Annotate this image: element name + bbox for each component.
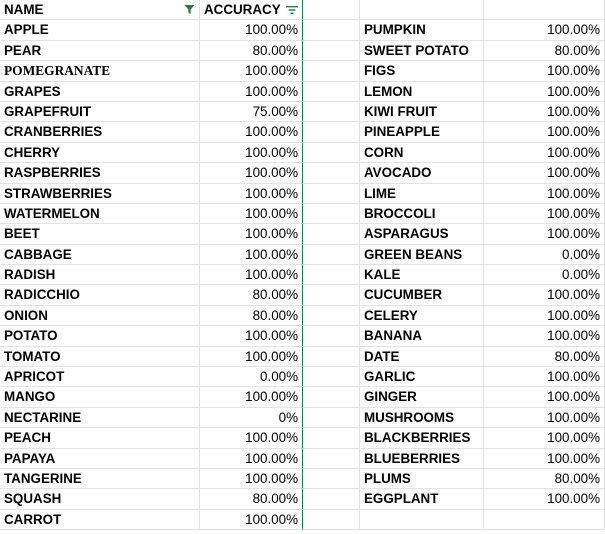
left-accuracy-cell[interactable]: 100.00% (200, 449, 303, 469)
empty-cell[interactable] (303, 204, 360, 224)
empty-cell[interactable] (303, 510, 360, 530)
right-accuracy-cell[interactable]: 100.00% (484, 184, 605, 204)
empty-cell[interactable] (303, 41, 360, 61)
right-name-cell[interactable]: DATE (360, 347, 484, 367)
right-name-cell[interactable] (360, 510, 484, 530)
left-name-cell[interactable]: APPLE (0, 20, 200, 40)
right-accuracy-cell[interactable]: 100.00% (484, 82, 605, 102)
left-accuracy-cell[interactable]: 100.00% (200, 61, 303, 81)
right-name-cell[interactable]: PLUMS (360, 469, 484, 489)
left-name-cell[interactable]: POTATO (0, 326, 200, 346)
empty-cell[interactable] (303, 61, 360, 81)
right-accuracy-cell[interactable]: 100.00% (484, 408, 605, 428)
empty-cell[interactable] (303, 143, 360, 163)
right-name-cell[interactable]: BLUEBERRIES (360, 449, 484, 469)
left-name-cell[interactable]: POMEGRANATE (0, 61, 200, 81)
left-name-cell[interactable]: MANGO (0, 387, 200, 407)
empty-cell[interactable] (484, 0, 605, 20)
empty-cell[interactable] (303, 163, 360, 183)
right-accuracy-cell[interactable]: 100.00% (484, 61, 605, 81)
left-accuracy-cell[interactable]: 100.00% (200, 204, 303, 224)
right-name-cell[interactable]: GINGER (360, 387, 484, 407)
left-accuracy-cell[interactable]: 100.00% (200, 387, 303, 407)
empty-cell[interactable] (303, 326, 360, 346)
left-accuracy-cell[interactable]: 100.00% (200, 20, 303, 40)
left-name-cell[interactable]: SQUASH (0, 489, 200, 509)
left-accuracy-cell[interactable]: 100.00% (200, 82, 303, 102)
left-accuracy-cell[interactable]: 100.00% (200, 224, 303, 244)
right-name-cell[interactable]: CELERY (360, 306, 484, 326)
right-accuracy-cell[interactable]: 80.00% (484, 469, 605, 489)
left-name-cell[interactable]: RADICCHIO (0, 285, 200, 305)
left-name-cell[interactable]: TANGERINE (0, 469, 200, 489)
left-name-cell[interactable]: RADISH (0, 265, 200, 285)
right-name-cell[interactable]: LIME (360, 184, 484, 204)
left-accuracy-cell[interactable]: 100.00% (200, 428, 303, 448)
left-accuracy-cell[interactable]: 100.00% (200, 245, 303, 265)
right-accuracy-cell[interactable]: 100.00% (484, 367, 605, 387)
right-name-cell[interactable]: ASPARAGUS (360, 224, 484, 244)
right-accuracy-cell[interactable]: 100.00% (484, 102, 605, 122)
left-name-cell[interactable]: CABBAGE (0, 245, 200, 265)
empty-cell[interactable] (303, 184, 360, 204)
left-name-cell[interactable]: WATERMELON (0, 204, 200, 224)
right-accuracy-cell[interactable]: 100.00% (484, 428, 605, 448)
right-accuracy-cell[interactable]: 100.00% (484, 163, 605, 183)
empty-cell[interactable] (303, 245, 360, 265)
header-accuracy-label: ACCURACY (204, 2, 281, 18)
right-name-cell[interactable]: BLACKBERRIES (360, 428, 484, 448)
left-name-cell[interactable]: GRAPES (0, 82, 200, 102)
empty-cell[interactable] (303, 347, 360, 367)
left-name-cell[interactable]: GRAPEFRUIT (0, 102, 200, 122)
left-accuracy-cell[interactable]: 100.00% (200, 469, 303, 489)
left-accuracy-cell[interactable]: 100.00% (200, 122, 303, 142)
left-name-cell[interactable]: RASPBERRIES (0, 163, 200, 183)
filter-lines-icon[interactable] (286, 5, 298, 15)
right-accuracy-cell[interactable]: 100.00% (484, 20, 605, 40)
header-accuracy-cell[interactable] (200, 0, 303, 20)
left-accuracy-cell[interactable]: 0% (200, 408, 303, 428)
header-name-cell[interactable] (0, 0, 200, 20)
left-accuracy-cell[interactable]: 100.00% (200, 143, 303, 163)
empty-cell[interactable] (303, 0, 360, 20)
right-name-cell[interactable]: AVOCADO (360, 163, 484, 183)
right-name-cell[interactable]: FIGS (360, 61, 484, 81)
empty-cell[interactable] (303, 306, 360, 326)
left-name-cell[interactable]: CHERRY (0, 143, 200, 163)
left-accuracy-cell[interactable]: 100.00% (200, 163, 303, 183)
empty-cell[interactable] (303, 387, 360, 407)
right-accuracy-cell[interactable]: 80.00% (484, 347, 605, 367)
left-name-cell[interactable]: CRANBERRIES (0, 122, 200, 142)
right-name-cell[interactable]: CORN (360, 143, 484, 163)
right-name-cell[interactable]: SWEET POTATO (360, 41, 484, 61)
left-accuracy-cell[interactable]: 80.00% (200, 489, 303, 509)
right-name-cell[interactable]: MUSHROOMS (360, 408, 484, 428)
left-accuracy-cell[interactable]: 80.00% (200, 41, 303, 61)
right-accuracy-cell[interactable]: 100.00% (484, 122, 605, 142)
right-name-cell[interactable]: KIWI FRUIT (360, 102, 484, 122)
right-name-cell[interactable]: EGGPLANT (360, 489, 484, 509)
right-name-cell[interactable]: PUMPKIN (360, 20, 484, 40)
left-name-cell[interactable]: BEET (0, 224, 200, 244)
filter-funnel-icon[interactable] (184, 4, 195, 15)
right-accuracy-cell[interactable]: 100.00% (484, 489, 605, 509)
empty-cell[interactable] (303, 82, 360, 102)
left-accuracy-cell[interactable]: 80.00% (200, 285, 303, 305)
right-name-cell[interactable]: BROCCOLI (360, 204, 484, 224)
right-name-cell[interactable]: LEMON (360, 82, 484, 102)
right-accuracy-cell[interactable]: 0.00% (484, 265, 605, 285)
right-name-cell[interactable]: KALE (360, 265, 484, 285)
empty-cell[interactable] (303, 122, 360, 142)
left-accuracy-cell[interactable]: 80.00% (200, 306, 303, 326)
empty-cell[interactable] (303, 408, 360, 428)
right-accuracy-cell[interactable]: 100.00% (484, 449, 605, 469)
header-name-label: NAME (4, 2, 44, 18)
empty-cell[interactable] (303, 224, 360, 244)
right-accuracy-cell[interactable] (484, 510, 605, 530)
empty-cell[interactable] (303, 469, 360, 489)
left-name-cell[interactable]: ONION (0, 306, 200, 326)
empty-cell[interactable] (303, 367, 360, 387)
right-name-cell[interactable]: GREEN BEANS (360, 245, 484, 265)
right-accuracy-cell[interactable]: 100.00% (484, 204, 605, 224)
right-accuracy-cell[interactable]: 100.00% (484, 224, 605, 244)
right-name-cell[interactable]: CUCUMBER (360, 285, 484, 305)
left-name-cell[interactable]: PEACH (0, 428, 200, 448)
left-accuracy-cell[interactable]: 100.00% (200, 265, 303, 285)
empty-cell[interactable] (303, 20, 360, 40)
empty-cell[interactable] (360, 0, 484, 20)
left-accuracy-cell[interactable]: 75.00% (200, 102, 303, 122)
left-name-cell[interactable]: CARROT (0, 510, 200, 530)
left-accuracy-cell[interactable]: 0.00% (200, 367, 303, 387)
left-accuracy-cell[interactable]: 100.00% (200, 184, 303, 204)
right-accuracy-cell[interactable]: 0.00% (484, 245, 605, 265)
right-accuracy-cell[interactable]: 100.00% (484, 306, 605, 326)
right-accuracy-cell[interactable]: 100.00% (484, 143, 605, 163)
right-accuracy-cell[interactable]: 80.00% (484, 41, 605, 61)
left-accuracy-cell[interactable]: 100.00% (200, 326, 303, 346)
left-name-cell[interactable]: NECTARINE (0, 408, 200, 428)
right-accuracy-cell[interactable]: 100.00% (484, 285, 605, 305)
left-accuracy-cell[interactable]: 100.00% (200, 347, 303, 367)
right-name-cell[interactable]: GARLIC (360, 367, 484, 387)
left-name-cell[interactable]: STRAWBERRIES (0, 184, 200, 204)
right-accuracy-cell[interactable]: 100.00% (484, 326, 605, 346)
empty-cell[interactable] (303, 102, 360, 122)
left-name-cell[interactable]: PEAR (0, 41, 200, 61)
right-name-cell[interactable]: PINEAPPLE (360, 122, 484, 142)
left-name-cell[interactable]: APRICOT (0, 367, 200, 387)
right-accuracy-cell[interactable]: 100.00% (484, 387, 605, 407)
empty-cell[interactable] (303, 428, 360, 448)
empty-cell[interactable] (303, 265, 360, 285)
left-accuracy-cell[interactable]: 100.00% (200, 510, 303, 530)
left-name-cell[interactable]: PAPAYA (0, 449, 200, 469)
empty-cell[interactable] (303, 489, 360, 509)
empty-cell[interactable] (303, 285, 360, 305)
empty-cell[interactable] (303, 449, 360, 469)
right-name-cell[interactable]: BANANA (360, 326, 484, 346)
left-name-cell[interactable]: TOMATO (0, 347, 200, 367)
